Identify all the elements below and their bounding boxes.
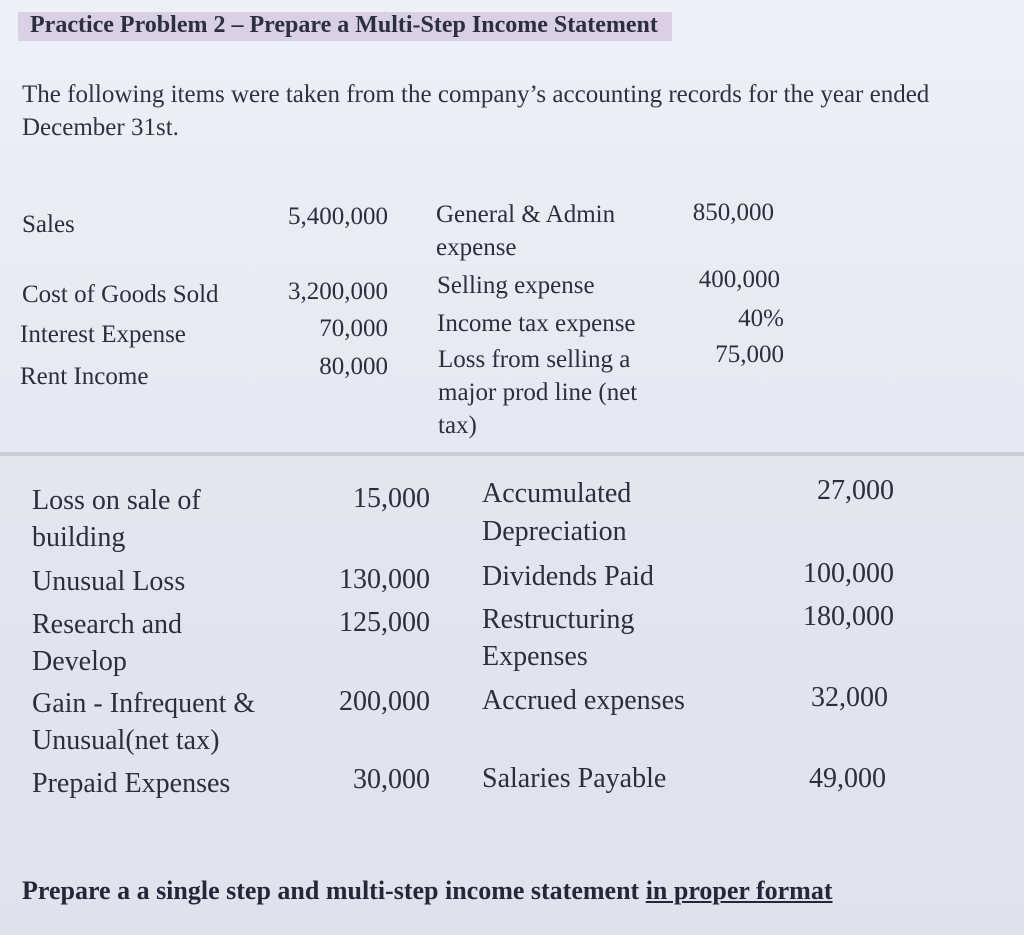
item-label-dividends-paid: Dividends Paid [482,561,654,592]
item-label-loss-sale-building-line1: Loss on sale of [32,485,201,516]
item-label-research-develop-line1: Research and [32,609,183,640]
item-label-gain-infrequent-line1: Gain - Infrequent & [32,688,256,719]
item-value-prepaid-expenses: 30,000 [353,764,430,795]
item-label-salaries-payable: Salaries Payable [482,763,667,794]
item-label-accumulated-depreciation-line2: Depreciation [482,516,627,547]
item-value-gain-infrequent: 200,000 [339,686,430,717]
instruction-text [22,876,833,906]
item-label-loss-prod-line-line2: major prod line (net [438,379,638,406]
item-label-gain-infrequent-line2: Unusual(net tax) [32,725,220,756]
item-value-dividends-paid: 100,000 [803,558,894,589]
item-value-cogs: 3,200,000 [288,278,388,305]
item-value-accumulated-depreciation: 27,000 [817,475,894,506]
item-value-interest-expense: 70,000 [319,315,388,342]
item-label-sales: Sales [22,211,75,238]
instruction-main: Prepare a a single step and multi-step income statement [22,876,646,905]
item-value-sales: 5,400,000 [288,203,388,230]
item-value-income-tax-expense: 40% [738,305,784,332]
intro-paragraph: The following items were taken from the company’s accounting records for the year ended December 31st. [22,81,930,141]
item-value-research-develop: 125,000 [339,607,430,638]
item-label-cogs: Cost of Goods Sold [22,281,219,308]
item-label-accumulated-depreciation-line1: Accumulated [482,478,632,509]
item-value-restructuring: 180,000 [803,601,894,632]
item-label-unusual-loss: Unusual Loss [32,566,186,597]
item-value-rent-income: 80,000 [319,353,388,380]
item-label-loss-sale-building-line2: building [32,522,126,553]
item-label-loss-prod-line-line3: tax) [438,412,477,439]
item-value-accrued-expenses: 32,000 [811,682,888,713]
item-value-loss-sale-building: 15,000 [353,483,430,514]
item-label-prepaid-expenses: Prepaid Expenses [32,768,231,799]
item-value-loss-prod-line: 75,000 [715,341,784,368]
item-label-accrued-expenses: Accrued expenses [482,685,685,716]
item-value-selling-expense: 400,000 [698,266,780,293]
item-label-restructuring-line1: Restructuring [482,604,635,635]
item-label-interest-expense: Interest Expense [20,321,186,348]
item-label-general-admin-line1: General & Admin [436,201,616,228]
item-label-income-tax-expense: Income tax expense [437,310,636,337]
page-title: Practice Problem 2 – Prepare a Multi-Step Income Statement [18,12,672,41]
item-label-general-admin-line2: expense [436,234,517,261]
item-value-general-admin: 850,000 [692,199,774,226]
item-label-research-develop-line2: Develop [32,646,127,677]
instruction-underlined: in proper format [645,876,833,905]
sheet-divider [0,452,1024,456]
item-label-rent-income: Rent Income [20,363,149,390]
item-value-salaries-payable: 49,000 [809,763,886,794]
item-label-loss-prod-line-line1: Loss from selling a [438,346,631,373]
item-label-selling-expense: Selling expense [437,272,595,299]
item-label-restructuring-line2: Expenses [482,641,588,672]
item-value-unusual-loss: 130,000 [339,564,430,595]
